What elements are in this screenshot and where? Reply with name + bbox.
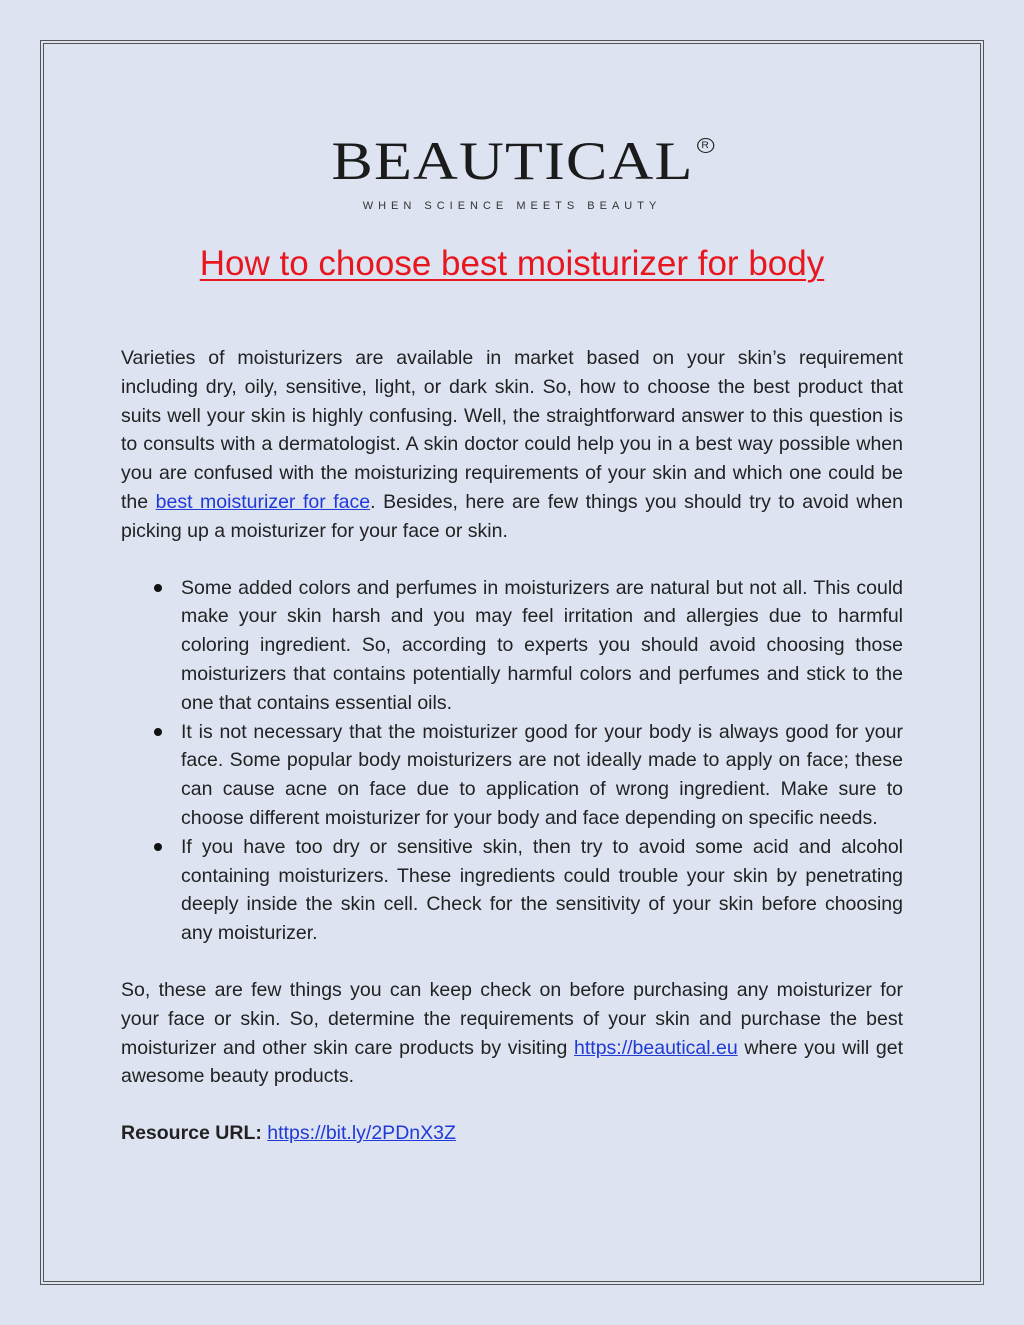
tips-list [121, 574, 903, 948]
page-title: How to choose best moisturizer for body [199, 244, 825, 283]
bullet-icon [154, 584, 162, 592]
best-moisturizer-link[interactable]: best moisturizer for face [155, 490, 371, 513]
list-item: Some added colors and perfumes in moisturizers are natural but not all. This could make your skin harsh and you may feel irritation and allergies due to harmful coloring ingredient. So, according to experts you should avoid choosing those moisturizers that contains potentially harmful colors and perfumes and stick to the one that contains essential oils. [181, 574, 903, 718]
logo-tagline: WHEN SCIENCE MEETS BEAUTY [362, 200, 662, 212]
resource-label: Resource URL: [121, 1122, 262, 1145]
brand-logo [0, 132, 1024, 190]
closing-paragraph: So, these are few things you can keep check on before purchasing any moisturizer for your face or skin. So, determine the requirements of your skin and purchase the best moisturizer and other skin care products by visiting https://beautical.eu where you will get awesome beauty products. [121, 978, 903, 1088]
bullet-icon [154, 728, 162, 736]
resource-link[interactable]: https://bit.ly/2PDnX3Z [267, 1122, 456, 1145]
list-item: It is not necessary that the moisturizer good for your body is always good for your face. Some popular body moisturizers are not ideally made to apply on face; these can cause acne on face due to application of wrong ingredient. Make sure to choose different moisturizer for your body and face depending on specific needs. [181, 718, 903, 833]
article-body [121, 344, 903, 1148]
list-item: If you have too dry or sensitive skin, then try to avoid some acid and alcohol containing moisturizers. These ingredients could trouble your skin by penetrating deeply inside the skin cell. Check for the sensitivity of your skin before choosing any moisturizer. [181, 833, 903, 948]
bullet-icon [154, 843, 162, 851]
resource-line [121, 1119, 903, 1148]
logo-wordmark: BEAUTICAL R [331, 132, 693, 190]
intro-paragraph: Varieties of moisturizers are available in market based on your skin’s requirement including dry, oily, sensitive, light, or dark skin. So, how to choose the best product that suits well your skin is highly confusing. Well, the straightforward answer to this question is to consults with a dermatologist. A skin doctor could help you in a best way possible when you are confused with the moisturizing requirements of your skin and which one could be the best moisturizer for face. Besides, here are few things you should try to avoid when picking up a moisturizer for your face or skin. [121, 347, 903, 542]
beautical-site-link[interactable]: https://beautical.eu [574, 1036, 738, 1059]
registered-icon: R [697, 138, 714, 153]
